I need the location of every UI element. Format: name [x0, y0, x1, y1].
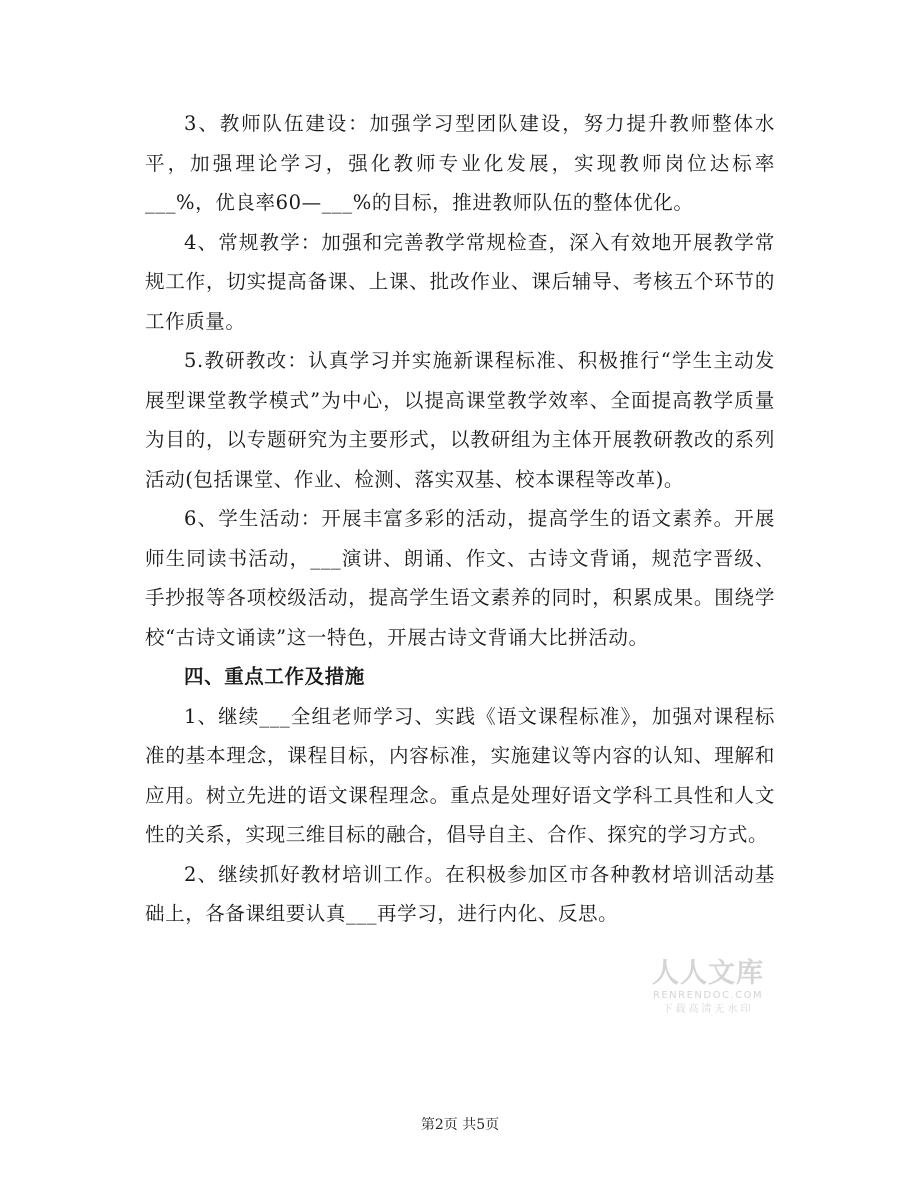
paragraph-teaching-research: 5.教研教改：认真学习并实施新课程标准、积极推行“学生主动发展型课堂教学模式”为中心，以提高课堂教学效率、全面提高教学质量为目的，以专题研究为主要形式，以教研组为主体开展教研教改的系列活动(包括课堂、作业、检测、落实双基、校本课程等改革)。 [145, 349, 775, 491]
page-number-footer: 第2页 共5页 [420, 1117, 500, 1133]
watermark-slogan: 下载高清无水印 [662, 1004, 754, 1015]
watermark-logo [643, 958, 773, 1018]
section-heading: 四、重点工作及措施 [184, 665, 365, 688]
document-body [145, 104, 775, 934]
paragraph-textbook-training: 2、继续抓好教材培训工作。在积极参加区市各种教材培训活动基础上，各备课组要认真___再学习，进行内化、反思。 [145, 862, 775, 925]
watermark-domain: RENRENDOC.COM [652, 990, 764, 1001]
paragraph-curriculum-standard: 1、继续___全组老师学习、实践《语文课程标准》，加强对课程标准的基本理念，课程目标，内容标准，实施建议等内容的认知、理解和应用。树立先进的语文课程理念。重点是处理好语文学科工具性和人文性的关系，实现三维目标的融合，倡导自主、合作、探究的学习方式。 [145, 704, 775, 846]
watermark-title: 人人文库 [652, 958, 764, 989]
paragraph-routine-teaching: 4、常规教学：加强和完善教学常规检查，深入有效地开展教学常规工作，切实提高备课、上课、批改作业、课后辅导、考核五个环节的工作质量。 [145, 230, 775, 333]
paragraph-student-activities: 6、学生活动：开展丰富多彩的活动，提高学生的语文素养。开展师生同读书活动，___演讲、朗诵、作文、古诗文背诵，规范字晋级、手抄报等各项校级活动，提高学生语文素养的同时，积累成果。围绕学校“古诗文诵读”这一特色，开展古诗文背诵大比拼活动。 [145, 507, 775, 649]
paragraph-teacher-team: 3、教师队伍建设：加强学习型团队建设，努力提升教师整体水平，加强理论学习，强化教师专业化发展，实现教师岗位达标率___%，优良率60—___%的目标，推进教师队伍的整体优化。 [145, 112, 775, 214]
